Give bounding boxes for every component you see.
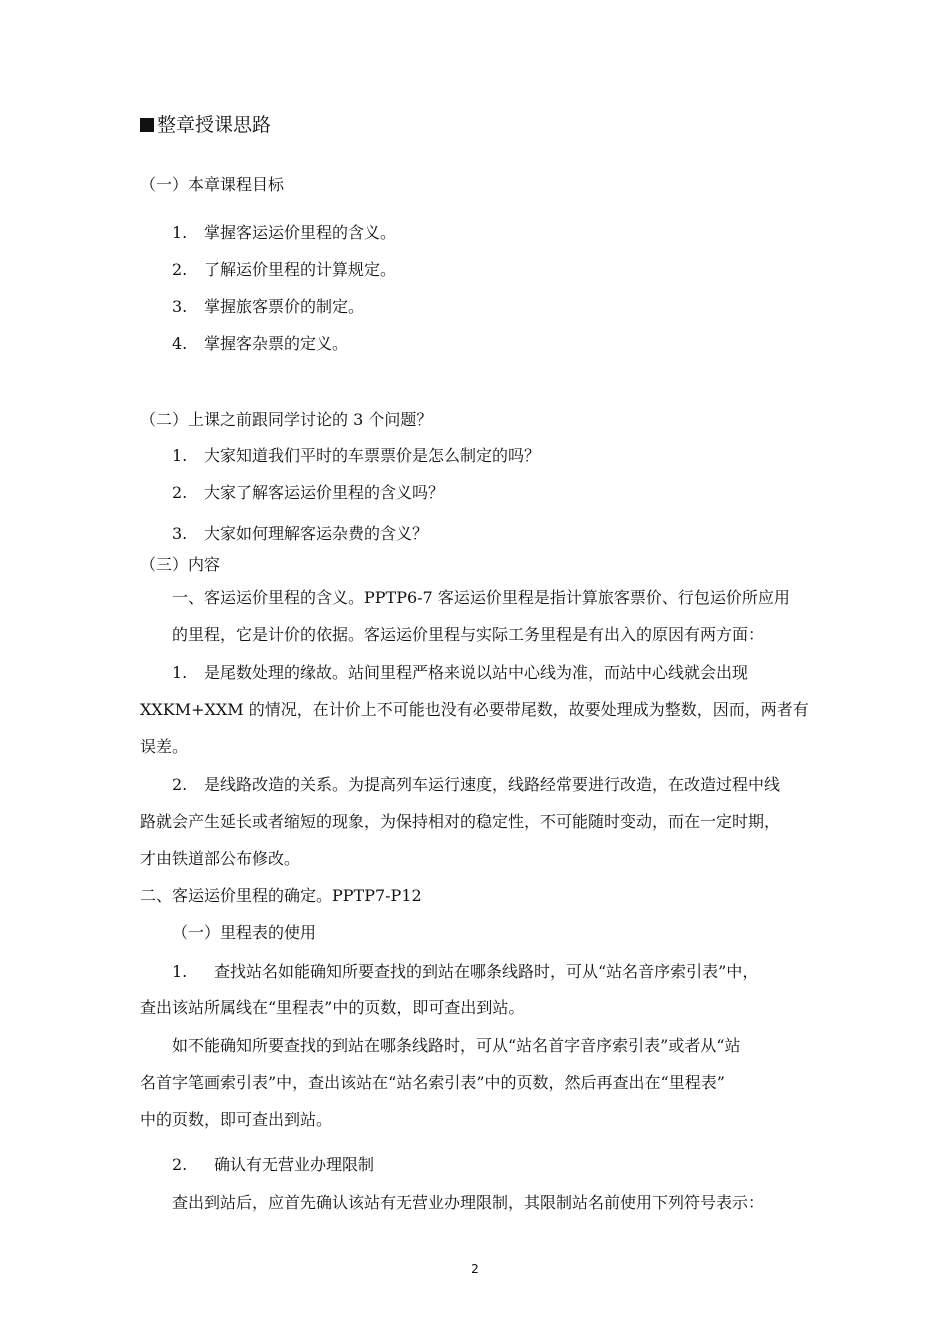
paragraph-line: 查出该站所属线在“里程表”中的页数，即可查出到站。 [140, 998, 525, 1017]
paragraph-line: 误差。 [140, 737, 189, 756]
goal-text: 掌握客运运价里程的含义。 [204, 223, 397, 242]
section3-title: （三）内容 [140, 555, 221, 574]
paragraph-line: 才由铁道部公布修改。 [140, 849, 301, 868]
goal-num: 3. [172, 297, 188, 316]
paragraph-line: 查出到站后，应首先确认该站有无营业办理限制，其限制站名前使用下列符号表示： [172, 1193, 765, 1212]
part2-title: 二、客运运价里程的确定。PPTP7-P12 [140, 886, 422, 905]
goal-num: 2. [172, 260, 188, 279]
lookup-text: 查找站名如能确知所要查找的到站在哪条线路时，可从“站名音序索引表”中， [214, 962, 759, 981]
chapter-heading [140, 114, 271, 136]
goal-text: 了解运价里程的计算规定。 [204, 260, 397, 279]
goal-item [172, 296, 364, 318]
reason-item [172, 662, 748, 684]
page-number: 2 [471, 1262, 479, 1276]
question-text: 大家如何理解客运杂费的含义？ [204, 524, 429, 543]
paragraph-line: XXKM+XXM 的情况，在计价上不可能也没有必要带尾数，故要处理成为整数，因而，两者有 [140, 700, 809, 719]
question-text: 大家知道我们平时的车票票价是怎么制定的吗？ [204, 446, 541, 465]
lookup-item [172, 1154, 374, 1176]
question-item [172, 445, 540, 467]
question-text: 大家了解客运运价里程的含义吗？ [204, 483, 445, 502]
paragraph-line: 如不能确知所要查找的到站在哪条线路时，可从“站名首字音序索引表”或者从“站 [172, 1036, 741, 1055]
reason-text: 是线路改造的关系。为提高列车运行速度，线路经常要进行改造，在改造过程中线 [204, 775, 781, 794]
lookup-num: 2. [172, 1155, 188, 1174]
goal-item [172, 222, 396, 244]
goal-text: 掌握客杂票的定义。 [204, 334, 349, 353]
paragraph-line: 路就会产生延长或者缩短的现象，为保持相对的稳定性，不可能随时变动，而在一定时期， [140, 812, 781, 831]
question-item [172, 482, 444, 504]
lookup-num: 1. [172, 962, 188, 981]
question-num: 2. [172, 483, 188, 502]
goal-text: 掌握旅客票价的制定。 [204, 297, 365, 316]
black-square-icon [140, 118, 154, 132]
paragraph-line: 的里程，它是计价的依据。客运运价里程与实际工务里程是有出入的原因有两方面： [172, 625, 765, 644]
goal-num: 1. [172, 223, 188, 242]
chapter-heading-text: 整章授课思路 [157, 114, 272, 136]
question-item [172, 523, 428, 545]
lookup-text: 确认有无营业办理限制 [214, 1155, 375, 1174]
reason-text: 是尾数处理的缘故。站间里程严格来说以站中心线为准，而站中心线就会出现 [204, 663, 749, 682]
goal-item [172, 333, 348, 355]
section1-title: （一）本章课程目标 [140, 175, 285, 194]
section2-title: （二）上课之前跟同学讨论的 3 个问题？ [140, 410, 433, 429]
part2-subtitle: （一）里程表的使用 [172, 923, 317, 942]
paragraph-line: 一、客运运价里程的含义。PPTP6-7 客运运价里程是指计算旅客票价、行包运价所应用 [172, 588, 790, 607]
reason-num: 1. [172, 663, 188, 682]
paragraph-line: 名首字笔画索引表”中，查出该站在“站名索引表”中的页数，然后再查出在“里程表” [140, 1073, 725, 1092]
goal-num: 4. [172, 334, 188, 353]
reason-item [172, 774, 780, 796]
question-num: 3. [172, 524, 188, 543]
question-num: 1. [172, 446, 188, 465]
paragraph-line: 中的页数，即可查出到站。 [140, 1110, 333, 1129]
reason-num: 2. [172, 775, 188, 794]
goal-item [172, 259, 396, 281]
lookup-item [172, 961, 758, 983]
